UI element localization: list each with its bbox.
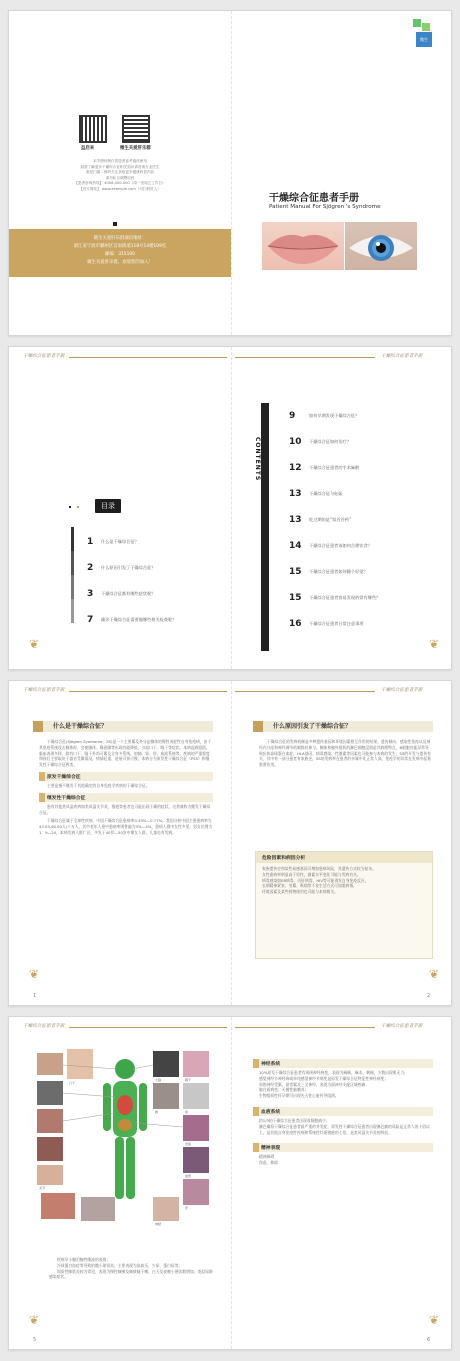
page2-text: 干燥综合征的发病机制是多种遗传基因和环境因素相互作用的结果。遗传倾向、感染性免疫以及神经内分泌和神经调节机制都有参与。腺体和腺外组织的淋巴细胞浸润是其病理特点，B细胞功能异常导致抗体高球蛋白血症，HLA基因、病毒感染、性激素等因素也可能参与本病的发生。SS的开发与遗传有关，其中有一部分患者有家族史，SS的发病率在患者的亲属中比正常人高，免疫学的异常在发病中起着重要作用。 [259, 739, 431, 768]
pages-1-2-spread [8, 680, 452, 1006]
running-head-left: 干燥综合征患者手册 [23, 354, 65, 359]
toc-num: 15 [289, 567, 302, 577]
info-line: 本手册体例仅供患者参考阅读使用 [93, 159, 147, 163]
info-line: 【官方网站】 www.example.com（可扫码进入） [79, 186, 161, 191]
toc-text: 干燥综合征如何治疗？ [309, 439, 351, 444]
page1-intro: 干燥综合征(Sjögren Syndrome，SS)是一个主要累及外分泌腺体的慢性炎症性自身免疫病，由于其免疫系统攻击腺体时，会使腺体、唾液腺等出现功能降低，引起口干、眼干等症状。本病起病隐匿，临床表现多样，除有口干、眼干外尚可累及全身多系统，如肺、肾、肝、血液系统等，疾病的严重程度和预后主要取决于器官受累情况，病情轻重、进展可快可慢。本病分为原发性干燥综合征（PSS）和继发性干燥综合征两类。 [39, 739, 212, 768]
risk-list [256, 863, 432, 898]
toc-entry[interactable] [87, 529, 227, 555]
address-line: 邮编：315100 [105, 252, 135, 257]
risk-box [255, 851, 433, 959]
risk-item: 女性患病率明显高于男性，激素水平变化可能与发病有关。 [262, 871, 361, 877]
risk-item: 环境因素及某些药物使用也可能与本病相关。 [262, 889, 338, 895]
running-rule-left [69, 357, 227, 358]
pages-5-6-spread [8, 1016, 452, 1350]
toc-text: 如何早期发现干燥综合征？ [309, 413, 360, 418]
page-number: 1 [33, 993, 37, 999]
toc-entry[interactable] [289, 559, 449, 585]
risk-item: 家族遗传史和某些易感基因可增加患病风险，其遗传方式较为复杂。 [262, 866, 376, 871]
toc-num: 1 [87, 537, 94, 547]
brand-logo [413, 19, 435, 47]
address-line: 浙江省宁波市鄞州区首南街道118号14楼109室 [73, 244, 167, 249]
toc-entry[interactable] [289, 455, 449, 481]
lotus-icon: ❦ [29, 1313, 40, 1327]
page6-item: 脑白质病变；无菌性脑膜炎； [259, 1087, 309, 1093]
toc-mulu-label: 目录 [95, 499, 121, 513]
page5-line: 间质性肺肌炎较为常见，表现为慢性咳嗽及咳痰咳干嗽，白天及夜晚小便次数增加，类似尿路感染症状。 [49, 1268, 213, 1280]
running-rule-left [69, 1027, 227, 1028]
figure-label: 神经 [155, 1222, 162, 1226]
figure-label: 血管 [185, 1174, 192, 1178]
fold-line [231, 11, 232, 335]
toc-num: 14 [289, 541, 302, 551]
page-number: 5 [33, 1337, 37, 1343]
qr-code-1 [79, 115, 107, 143]
toc-entry[interactable] [289, 585, 449, 611]
address-line: 微生关爱肝乐群，欢迎您的加入！ [87, 260, 153, 265]
page6-section-mental: 精神表现 [253, 1143, 433, 1152]
toc-text: 干燥综合征患者的手术麻醉 [309, 465, 360, 470]
page1-title [33, 721, 213, 732]
running-rule-right [235, 1027, 375, 1028]
figure-label: 关节 [39, 1186, 46, 1190]
running-head-left: 干燥综合征患者手册 [23, 1024, 65, 1029]
toc-entry[interactable] [289, 481, 449, 507]
toc-left-bar [71, 527, 74, 623]
page1-para3: 干燥综合征属于全球性疾病，中国干燥综合征患病率0.33%—0.77%，我国分析中国主要患病率为43.03-60.82人/十万人，其中老年人患中患病率则普遍为3%—4%，患病人群中女性多见，男女比例为1：9—20，本病发病人群广泛，多发于40岁—50岁中期女人群，儿童也有发病。 [39, 818, 213, 835]
address-line: 微生关爱肝乐群通信地址： [93, 236, 147, 241]
running-rule-left [69, 691, 227, 692]
toc-left-list [87, 529, 227, 633]
toc-entry[interactable] [87, 607, 227, 633]
toc-right-list [289, 403, 449, 637]
toc-num: 9 [289, 411, 296, 421]
page6-list-blood [253, 1118, 433, 1135]
page1-title-text: 什么是干燥综合征？ [53, 723, 108, 730]
contents-bar [261, 403, 269, 651]
page6-item: 约1/3的干燥综合征患者出现血细胞减少； [259, 1117, 330, 1123]
toc-text: 确诊干燥综合征需要做哪些相关检查呢？ [101, 617, 177, 622]
info-line: 如需了解更多干燥综合征相关知识请咨询专业医生 [80, 164, 160, 169]
page1-sub1: 原发干燥综合征 [39, 772, 213, 781]
running-head-right: 干燥综合征患者手册 [381, 688, 423, 693]
page1-sub1-text: 主要是指不继发于其他确定的自身免疫学疾病的干燥综合征。 [47, 782, 150, 788]
toc-entry[interactable] [289, 429, 449, 455]
lips-photo [262, 222, 344, 270]
figure-label: 大脑 [155, 1078, 162, 1082]
fold-line [231, 681, 232, 1005]
toc-text: 吃过期的是“误吞吞药” [309, 517, 352, 522]
qr1-caption: 益启来 [81, 146, 95, 151]
running-head-left: 干燥综合征患者手册 [23, 688, 65, 693]
risk-box-title: 危险因素和病因分析 [256, 852, 432, 863]
risk-item: 长期精神紧张、劳累、吸烟等不良生活方式可加重病情。 [262, 883, 357, 889]
page2-body [259, 739, 431, 768]
page1-sub2: 继发性干燥综合征 [39, 793, 213, 802]
eye-photo [345, 222, 417, 270]
toc-text: 干燥综合征与妊娠 [309, 491, 343, 496]
toc-entry[interactable] [289, 403, 449, 429]
running-rule-right [235, 357, 375, 358]
toc-num: 12 [289, 463, 302, 473]
anatomy-figure [33, 1047, 213, 1235]
running-rule-right [235, 691, 375, 692]
lotus-icon: ❦ [429, 637, 440, 651]
page6-list-nervous [253, 1070, 433, 1099]
page6-item: 精神障碍 [259, 1154, 275, 1160]
toc-entry[interactable] [289, 507, 449, 533]
toc-num: 2 [87, 563, 94, 573]
qr-code-2 [122, 115, 150, 143]
toc-entry[interactable] [87, 555, 227, 581]
lotus-icon: ❦ [29, 967, 40, 981]
page2-title-text: 什么原因引发了干燥综合征？ [273, 723, 352, 730]
toc-entry[interactable] [87, 581, 227, 607]
cover-spread [8, 10, 452, 336]
page1-sub2-text: 患有其他类风湿疾病如类风湿关节炎，狼疮等患者也可能出现干燥的症状，这类被称为继发干燥综合征。 [39, 803, 211, 815]
cover-title-cn: 干燥综合征患者手册 [269, 193, 359, 204]
toc-entry[interactable] [289, 611, 449, 637]
toc-num: 3 [87, 589, 94, 599]
page6-item: 生物组织性怀孕期可出现先天性心脏传导阻滞。 [259, 1093, 339, 1099]
toc-num: 7 [87, 615, 94, 625]
toc-text: 干燥综合征患者容易发现的常有哪些？ [309, 595, 381, 600]
page6-item: 感觉神经节神经病或单纯感觉神经节病变是原发干燥综合征特征性神经病变； [259, 1075, 389, 1081]
toc-dots [69, 493, 79, 512]
cover-title-en: Patient Manual For Sjögren 's Syndrome [269, 204, 381, 210]
toc-text: 干燥综合征患者如何睡个好觉？ [309, 569, 368, 574]
page5-line: 疾病早小腺泪腺性唾液的表现； [57, 1257, 111, 1262]
figure-label: 皮肤 [185, 1142, 192, 1146]
figure-label: 口干 [69, 1081, 76, 1085]
page-number: 6 [427, 1337, 431, 1343]
toc-num: 13 [289, 515, 302, 525]
page-number: 2 [427, 993, 431, 999]
toc-text: 干燥综合征患者日常注意事项 [309, 621, 364, 626]
info-block [37, 159, 203, 193]
figure-label: 肾 [185, 1110, 189, 1114]
fold-line [231, 347, 232, 669]
page2-title [253, 721, 433, 732]
toc-entry[interactable] [289, 533, 449, 559]
running-head-right: 干燥综合征患者手册 [381, 1024, 423, 1029]
page6-item: 焦虑、抑郁 [259, 1160, 278, 1166]
info-line: 请勿私自调整用药 [105, 175, 135, 180]
page5-text [49, 1257, 215, 1280]
toc-spread [8, 346, 452, 670]
page6-item: 淋巴瘤原干燥综合征患者最严重的并发症，原发性干燥综合征患者出现淋巴瘤的风险是正常人的十倍以上，是其他自身免疫性疾病和系统性红斑狼疮的七倍，是类风湿关节炎的四倍。 [259, 1123, 430, 1135]
contents-label: CONTENTS [254, 437, 261, 482]
logo-text: 微生 [416, 32, 432, 47]
info-line: 欢迎扫描二维码关注获取更多健康科普内容 [85, 170, 155, 175]
toc-text: 什么是干燥综合征？ [101, 539, 139, 544]
toc-text: 干燥综合征都有哪些症状呢？ [101, 591, 156, 596]
square-dots [113, 211, 127, 215]
page6-item: 10%原发干燥综合征患者有周围神经病变，表现为麻痛，麻木，刺痛，少数出现肌无力; [259, 1070, 406, 1075]
lotus-icon: ❦ [29, 637, 40, 651]
page6-item: 周围神经受累，最常累及三叉神经，表现为面神经支配区域疼痛； [259, 1081, 370, 1087]
lotus-icon: ❦ [429, 967, 440, 981]
toc-num: 13 [289, 489, 302, 499]
figure-label: 眼干 [185, 1078, 192, 1082]
page1-body [39, 739, 213, 836]
running-head-right: 干燥综合征患者手册 [381, 354, 423, 359]
fold-line [231, 1017, 232, 1349]
page6-section-nervous: 神经系统 [253, 1059, 433, 1068]
toc-num: 16 [289, 619, 302, 629]
figure-label: 肝 [185, 1206, 189, 1210]
info-line: 【患者咨询热线】 4008-000-000（周一至周五工作日） [74, 181, 166, 186]
lotus-icon: ❦ [429, 1313, 440, 1327]
page6-section-blood: 血液系统 [253, 1107, 433, 1116]
toc-text: 什么原因引发了干燥综合征？ [101, 565, 156, 570]
page6-body [253, 1059, 433, 1166]
toc-text: 干燥综合征患者该如何合理饮食？ [309, 543, 372, 548]
toc-num: 15 [289, 593, 302, 603]
address-box [9, 229, 231, 277]
page5-line: 冷球蛋白血症等导致的微小球肾炎，主要表现为高血压，少尿，蛋白尿等； [57, 1262, 183, 1268]
figure-label: 肺 [155, 1110, 159, 1114]
risk-item: 病毒感染如EB病毒、丙肝病毒、HIV等可能诱发自身免疫反应。 [262, 877, 369, 883]
page6-list-mental [253, 1154, 433, 1166]
toc-num: 10 [289, 437, 302, 447]
qr2-caption: 微生关爱肝乐群 [120, 146, 151, 151]
